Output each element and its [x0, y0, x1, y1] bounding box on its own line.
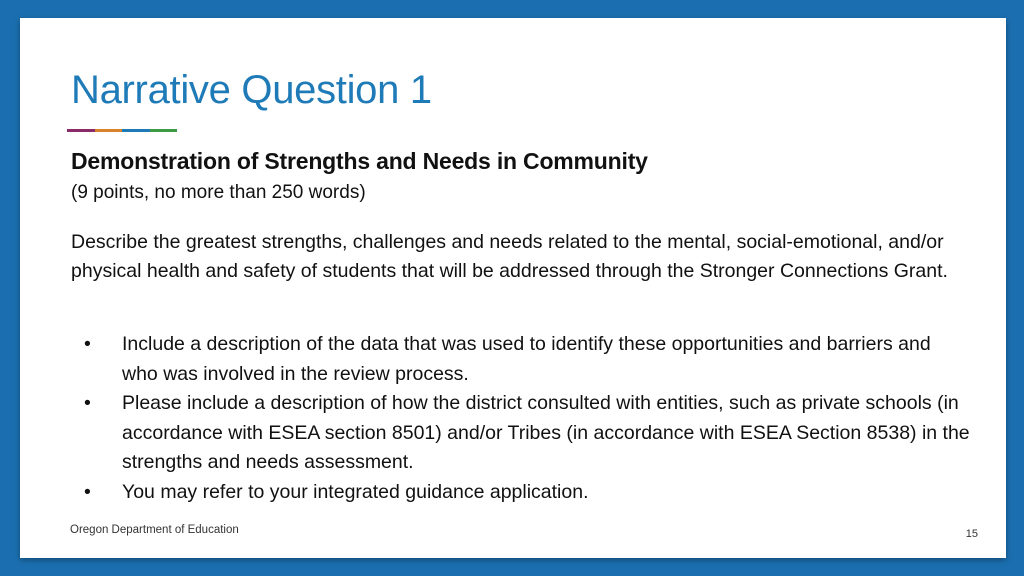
accent-segment-green	[150, 129, 178, 132]
bullet-list	[71, 330, 971, 507]
bullet-text: Include a description of the data that was used to identify these opportunities and barriers and who was involved in the review process.	[122, 333, 931, 385]
bullet-text: Please include a description of how the district consulted with entities, such as private schools (in accordance with ESEA section 8501) and/or Tribes (in accordance with ESEA Section 8538) in the strengths and needs assessment.	[122, 392, 970, 473]
accent-segment-purple	[67, 129, 95, 132]
question-description: Describe the greatest strengths, challenges and needs related to the mental, social-emotional, and/or physical health and safety of students that will be addressed through the Stronger Connections Grant.	[71, 231, 948, 282]
slide-card	[20, 18, 1006, 558]
bullet-text: You may refer to your integrated guidance application.	[122, 480, 589, 503]
bullet-item	[71, 330, 971, 389]
slide-title: Narrative Question 1	[71, 68, 432, 112]
footer-organization: Oregon Department of Education	[70, 524, 239, 536]
points-note: (9 points, no more than 250 words)	[71, 182, 366, 203]
bullet-icon: •	[84, 333, 91, 355]
accent-segment-blue	[122, 129, 150, 132]
title-accent-bar	[67, 129, 177, 132]
accent-segment-orange	[95, 129, 123, 132]
bullet-icon: •	[84, 480, 91, 503]
bullet-item	[71, 478, 971, 508]
bullet-icon: •	[84, 392, 91, 414]
bullet-item	[71, 389, 971, 478]
slide-subtitle: Demonstration of Strengths and Needs in Community	[71, 148, 648, 174]
page-number: 15	[965, 528, 978, 540]
